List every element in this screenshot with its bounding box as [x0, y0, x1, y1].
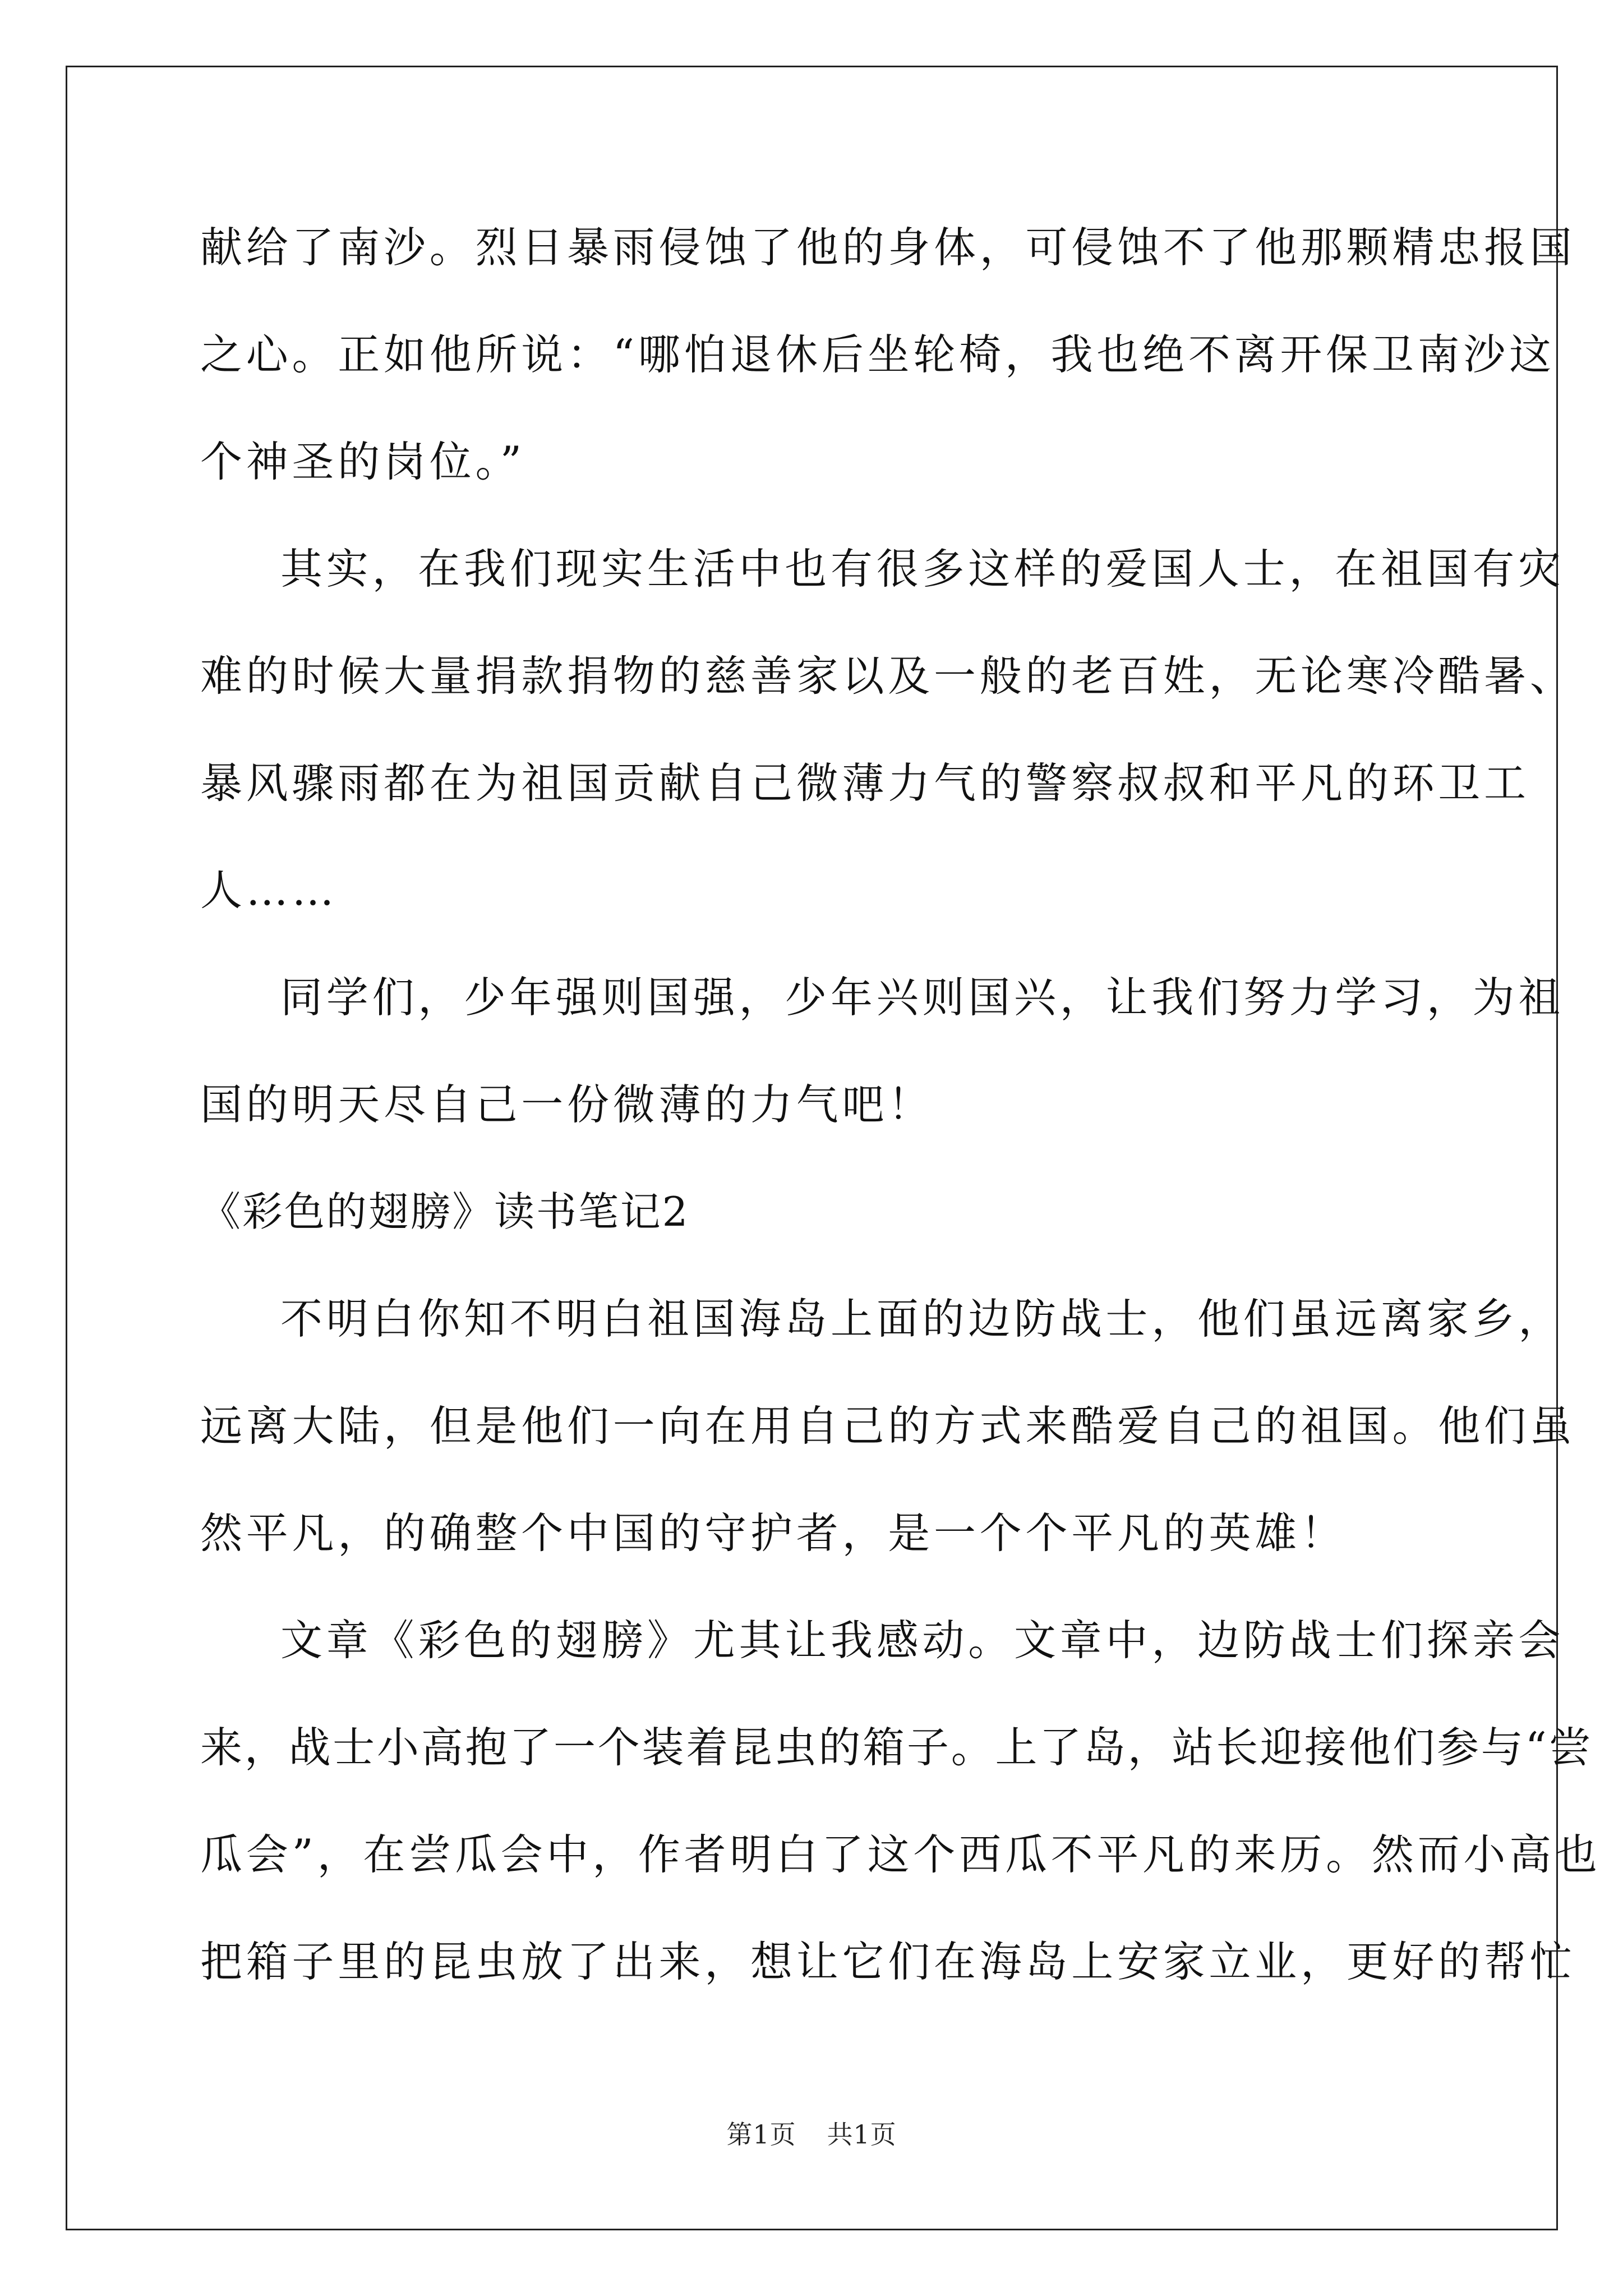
text-line: 国的明天尽自己一份微薄的力气吧！: [200, 1080, 934, 1129]
page-number-current: 第1页: [726, 2119, 796, 2150]
document-body: [200, 194, 1601, 2016]
text-line: 个神圣的岗位。”: [200, 437, 525, 486]
text-line: 暴风骤雨都在为祖国贡献自己微薄力气的警察叔叔和平凡的环卫工: [200, 758, 1530, 808]
page-footer: [0, 2118, 1623, 2151]
text-line: 难的时候大量捐款捐物的慈善家以及一般的老百姓，无论寒冷酷暑、: [200, 651, 1576, 701]
text-line: 瓜会”，在尝瓜会中，作者明白了这个西瓜不平凡的来历。然而小高也: [200, 1830, 1601, 1879]
text-line: 把箱子里的昆虫放了出来，想让它们在海岛上安家立业，更好的帮忙: [200, 1937, 1576, 1986]
text-line: 之心。正如他所说：“哪怕退休后坐轮椅，我也绝不离开保卫南沙这: [200, 330, 1555, 379]
paragraph-start-line: 不明白你知不明白祖国海岛上面的边防战士，他们虽远离家乡，: [280, 1294, 1565, 1343]
section-heading: 《彩色的翅膀》读书笔记2: [200, 1188, 690, 1235]
text-line: 人……: [200, 866, 338, 915]
text-line: 然平凡，的确整个中国的守护者，是一个个平凡的英雄！: [200, 1508, 1347, 1558]
paragraph-start-line: 其实，在我们现实生活中也有很多这样的爱国人士，在祖国有灾: [280, 544, 1565, 593]
text-line: 献给了南沙。烈日暴雨侵蚀了他的身体，可侵蚀不了他那颗精忠报国: [200, 223, 1576, 272]
text-line: 远离大陆，但是他们一向在用自己的方式来酷爱自己的祖国。他们虽: [200, 1401, 1576, 1451]
text-line: 来，战士小高抱了一个装着昆虫的箱子。上了岛，站长迎接他们参与“尝: [200, 1723, 1593, 1772]
paragraph-start-line: 同学们，少年强则国强，少年兴则国兴，让我们努力学习，为祖: [280, 973, 1565, 1022]
paragraph-start-line: 文章《彩色的翅膀》尤其让我感动。文章中，边防战士们探亲会: [280, 1616, 1565, 1665]
page-number-total: 共1页: [827, 2119, 897, 2150]
